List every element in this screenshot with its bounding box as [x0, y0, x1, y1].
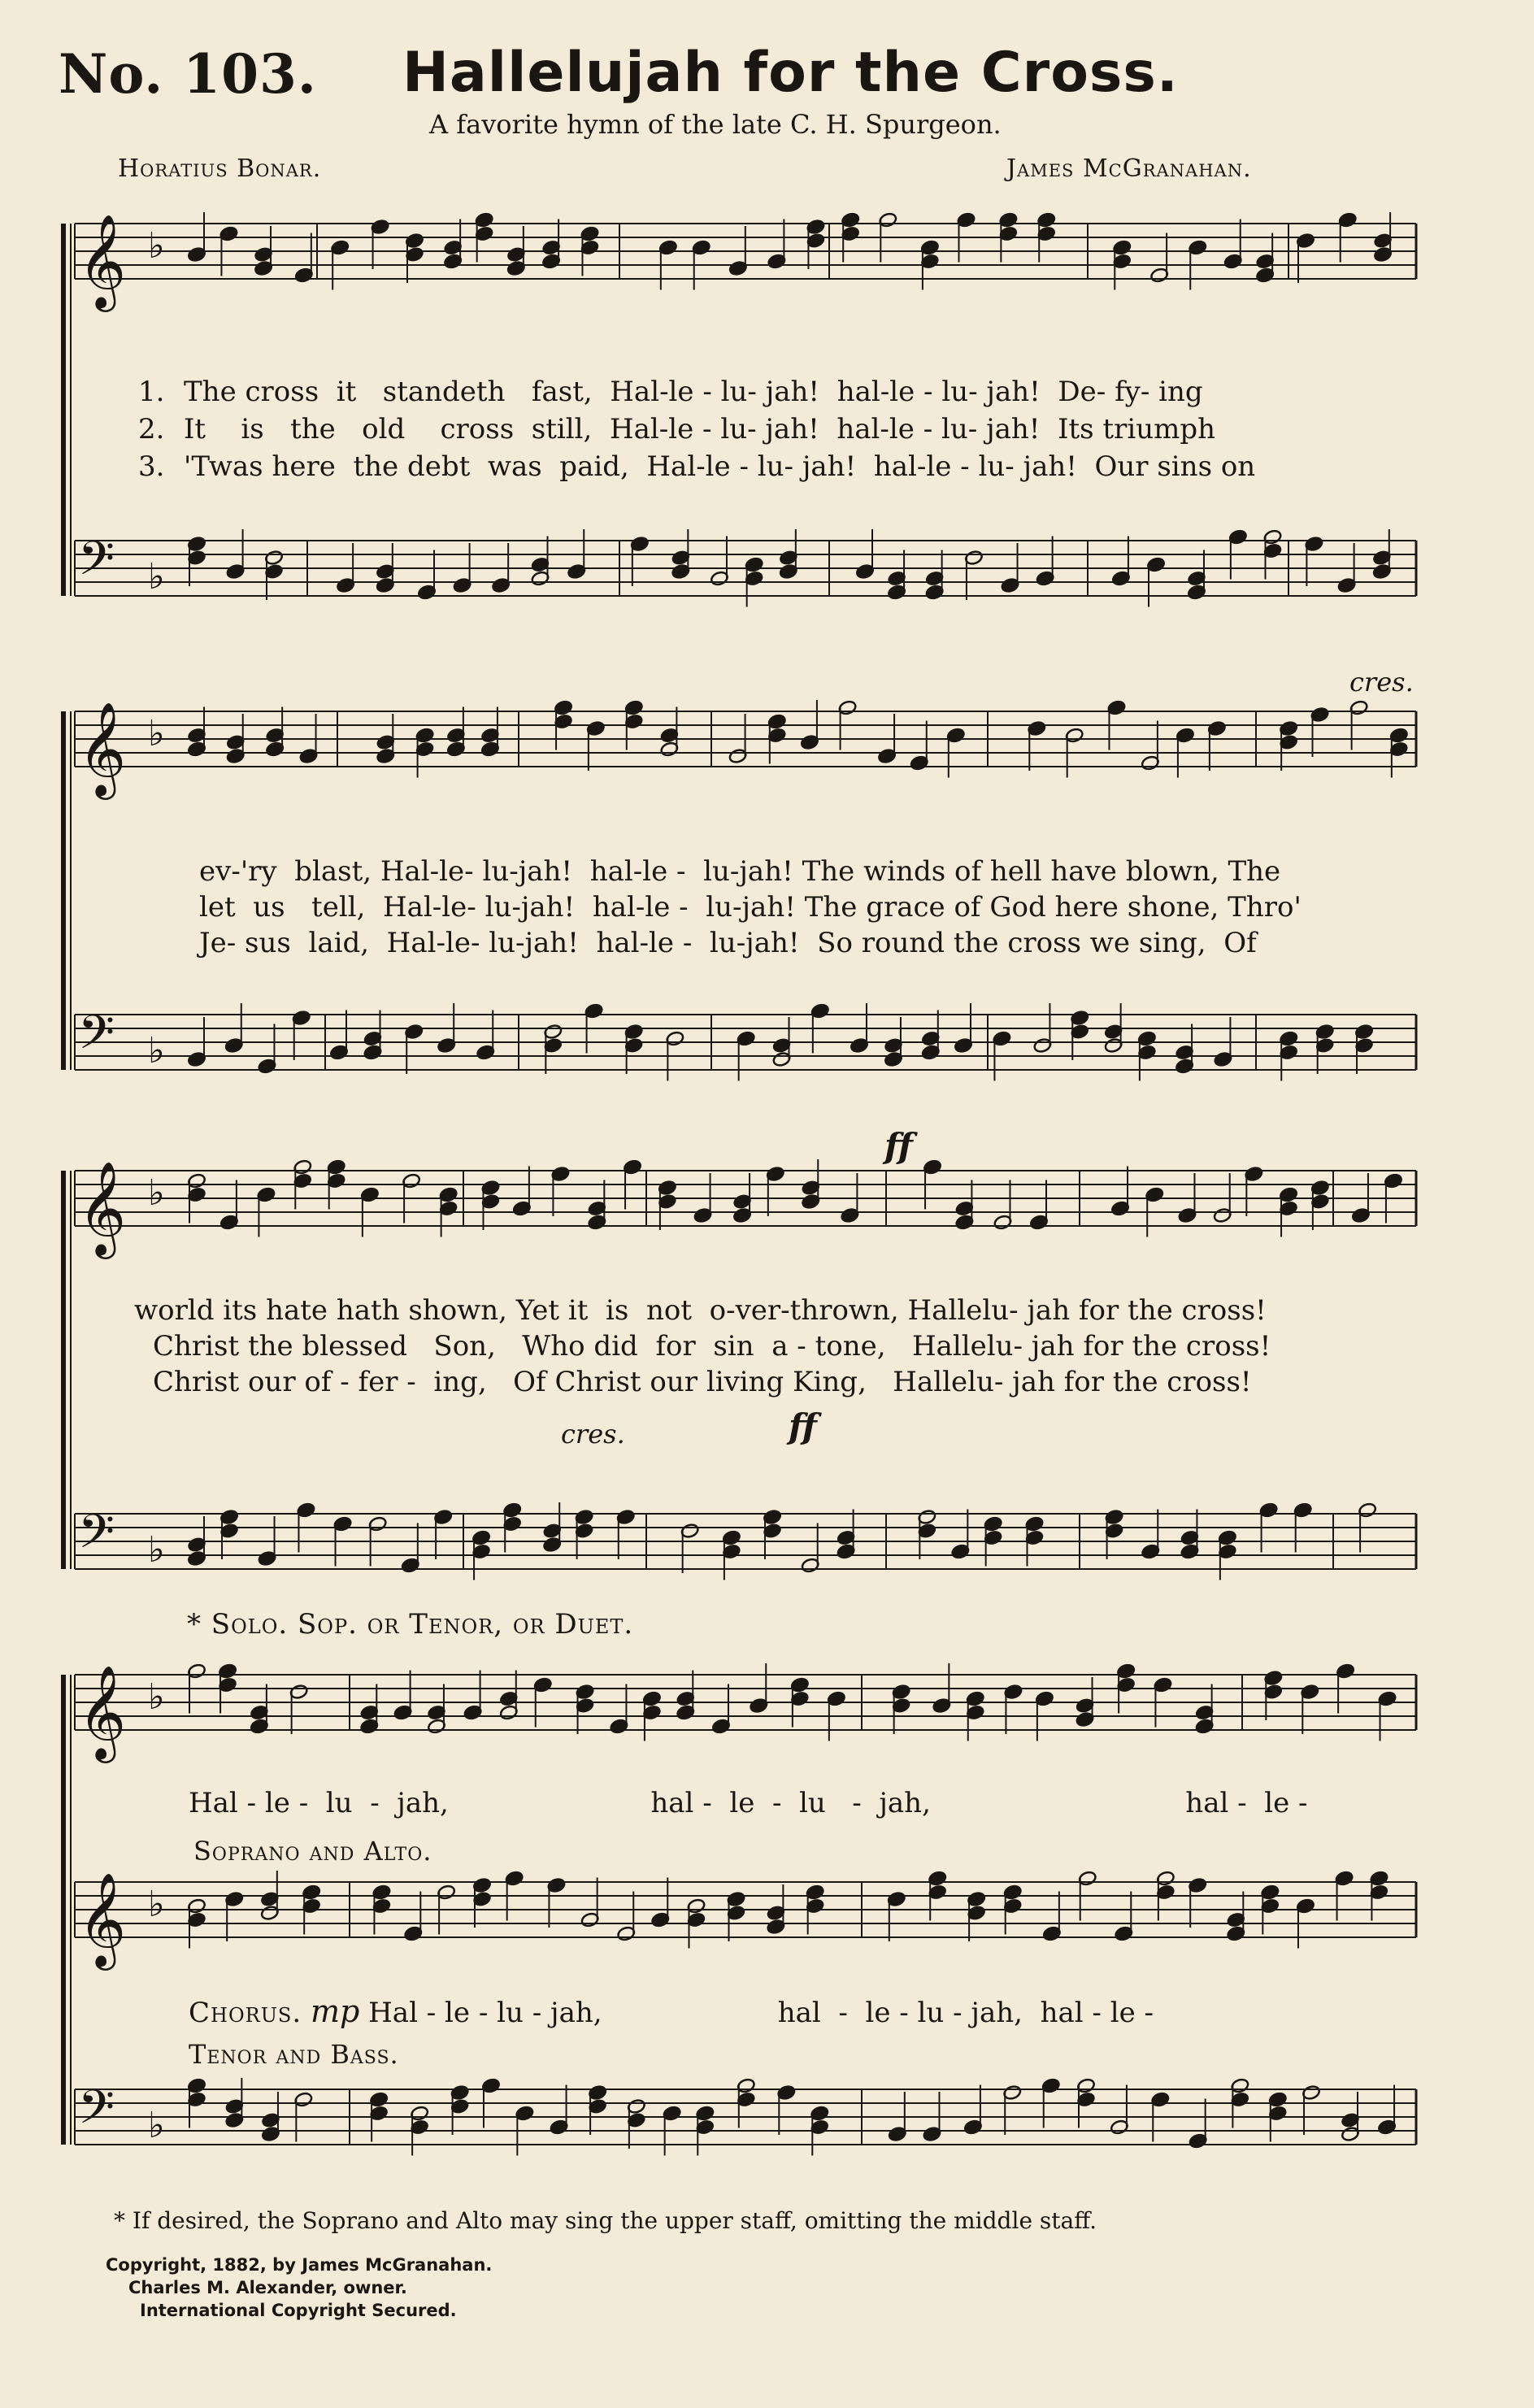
- composer-credit: James McGranahan.: [1006, 154, 1252, 183]
- hymn-number: No. 103.: [59, 42, 317, 106]
- svg-text:𝄢: 𝄢: [78, 1504, 115, 1571]
- svg-text:𝄢: 𝄢: [78, 1005, 115, 1071]
- chorus-label: Chorus.: [189, 1997, 302, 2029]
- verse-3-line-2: Je- sus laid, Hal-le- lu-jah! hal-le - lu-jah! So round the cross we sing, Of: [199, 927, 1257, 959]
- copyright-line-2: Charles M. Alexander, owner.: [128, 2278, 407, 2297]
- footnote: * If desired, the Soprano and Alto may sing the upper staff, omitting the middle staff.: [114, 2207, 1097, 2234]
- verse-3-line-3: Christ our of - fer - ing, Of Christ our living King, Hallelu- jah for the cross!: [153, 1366, 1252, 1398]
- svg-text:♭: ♭: [148, 1030, 165, 1071]
- svg-text:𝄞: 𝄞: [78, 1664, 127, 1759]
- svg-text:𝄞: 𝄞: [78, 1871, 127, 1967]
- verse-1-line-2: ev-'ry blast, Hal-le- lu-jah! hal-le - lu-jah! The winds of hell have blown, The: [199, 855, 1281, 888]
- svg-text:𝄞: 𝄞: [78, 1160, 127, 1255]
- lyricist-credit: Horatius Bonar.: [118, 154, 322, 183]
- svg-text:𝄞: 𝄞: [78, 701, 127, 796]
- dynamic-ff-1: ff: [884, 1126, 913, 1166]
- svg-text:♭: ♭: [148, 1884, 165, 1925]
- hymn-title: Hallelujah for the Cross.: [402, 41, 1179, 105]
- copyright-line-3: International Copyright Secured.: [140, 2301, 457, 2320]
- svg-text:𝄢: 𝄢: [78, 531, 115, 598]
- svg-text:♭: ♭: [148, 713, 165, 754]
- dynamic-cres-2: cres.: [561, 1419, 625, 1450]
- svg-text:♭: ♭: [148, 1529, 165, 1571]
- svg-text:♭: ♭: [148, 1172, 165, 1214]
- chorus-lyrics: Hal - le - lu - jah, hal - le - lu - jah, hal - le -: [368, 1997, 1154, 2029]
- svg-text:♭: ♭: [148, 1676, 165, 1718]
- svg-text:♭: ♭: [148, 225, 165, 267]
- dynamic-mp: mp: [310, 1993, 360, 2029]
- copyright-line-1: Copyright, 1882, by James McGranahan.: [106, 2255, 493, 2275]
- hymn-subtitle: A favorite hymn of the late C. H. Spurgeon.: [429, 109, 1002, 140]
- dynamic-ff-2: ff: [789, 1406, 817, 1446]
- tenor-bass-label: Tenor and Bass.: [189, 2039, 399, 2070]
- soprano-alto-label: Soprano and Alto.: [193, 1836, 432, 1867]
- chorus-line: [189, 1993, 1154, 2029]
- svg-text:𝄞: 𝄞: [78, 213, 127, 308]
- svg-text:♭: ♭: [148, 2105, 165, 2146]
- verse-1-line-3: world its hate hath shown, Yet it is not o-ver-thrown, Hallelu- jah for the cross!: [134, 1294, 1267, 1327]
- svg-text:♭: ♭: [148, 556, 165, 598]
- solo-note: * Solo. Sop. or Tenor, or Duet.: [187, 1608, 634, 1641]
- verse-2-line-2: let us tell, Hal-le- lu-jah! hal-le - lu-jah! The grace of God here shone, Thro': [199, 891, 1302, 924]
- svg-text:𝄢: 𝄢: [78, 2080, 115, 2146]
- verse-2-line-3: Christ the blessed Son, Who did for sin a - tone, Hallelu- jah for the cross!: [153, 1330, 1271, 1363]
- verse-1-line-1: 1. The cross it standeth fast, Hal-le - lu- jah! hal-le - lu- jah! De- fy- ing: [138, 376, 1203, 408]
- dynamic-cres-1: cres.: [1349, 667, 1414, 698]
- verse-3-line-1: 3. 'Twas here the debt was paid, Hal-le - lu- jah! hal-le - lu- jah! Our sins on: [138, 450, 1256, 483]
- verse-2-line-1: 2. It is the old cross still, Hal-le - lu- jah! hal-le - lu- jah! Its triumph: [138, 413, 1216, 446]
- solo-lyrics: Hal - le - lu - jah, hal - le - lu - jah, hal - le -: [189, 1787, 1308, 1819]
